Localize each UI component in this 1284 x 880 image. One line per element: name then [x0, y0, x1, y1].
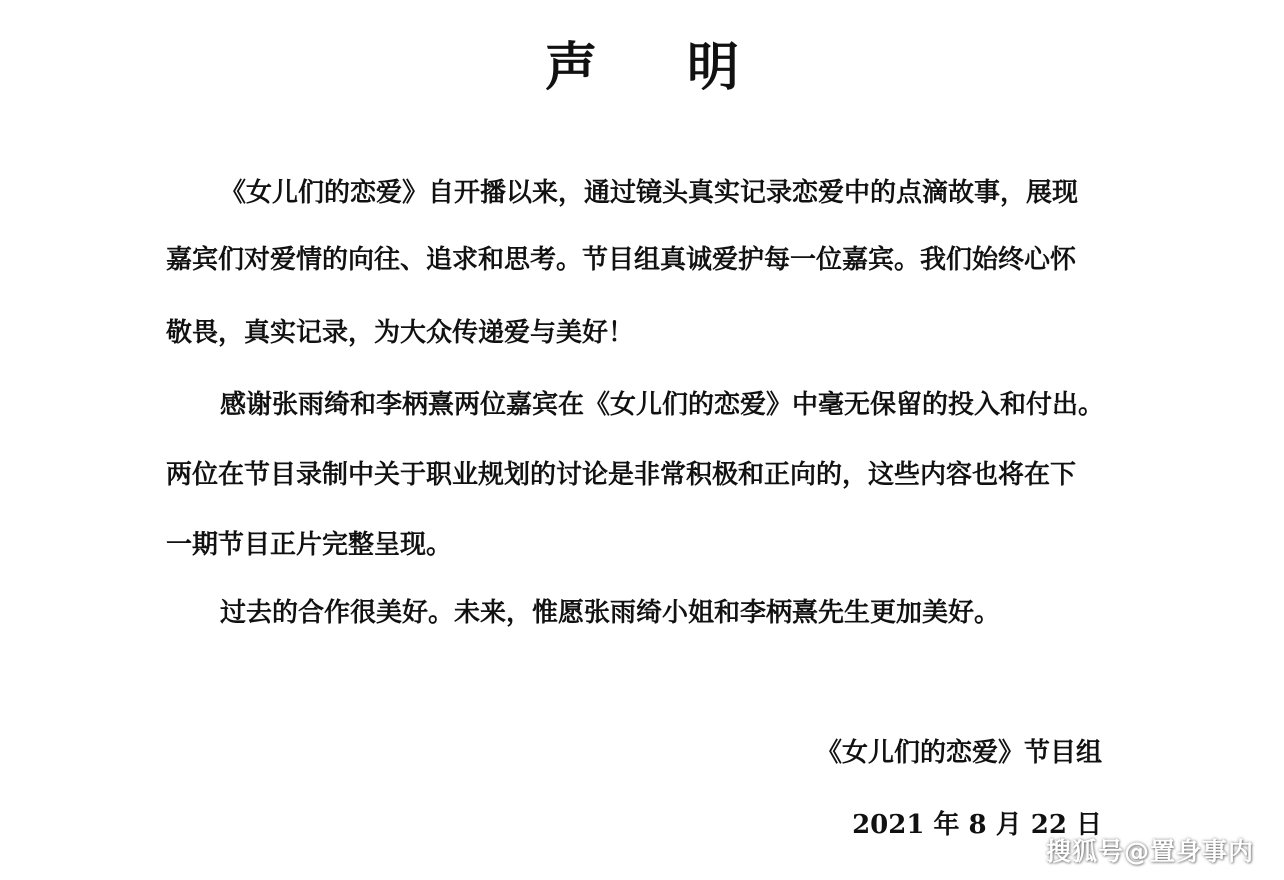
- paragraph-2-line-2: 两位在节目录制中关于职业规划的讨论是非常积极和正向的，这些内容也将在下: [166, 460, 1077, 490]
- paragraph-2-line-3: 一期节目正片完整呈现。: [166, 530, 453, 560]
- page-title: 声 明: [544, 37, 776, 98]
- paragraph-3-line-1: 过去的合作很美好。未来，惟愿张雨绮小姐和李柄熹先生更加美好。: [220, 598, 1001, 628]
- paragraph-2-line-1: 感谢张雨绮和李柄熹两位嘉宾在《女儿们的恋爱》中毫无保留的投入和付出。: [220, 390, 1105, 420]
- paragraph-1-line-3: 敬畏，真实记录，为大众传递爱与美好！: [166, 318, 635, 348]
- source-watermark: 搜狐号@置身事内: [1045, 837, 1254, 866]
- paragraph-1-line-1: 《女儿们的恋爱》自开播以来，通过镜头真实记录恋爱中的点滴故事，展现: [220, 178, 1079, 208]
- signature-date: 2021 年 8 月 22 日: [852, 810, 1102, 840]
- signature-organization: 《女儿们的恋爱》节目组: [815, 738, 1102, 768]
- paragraph-1-line-2: 嘉宾们对爱情的向往、追求和思考。节目组真诚爱护每一位嘉宾。我们始终心怀: [166, 245, 1077, 275]
